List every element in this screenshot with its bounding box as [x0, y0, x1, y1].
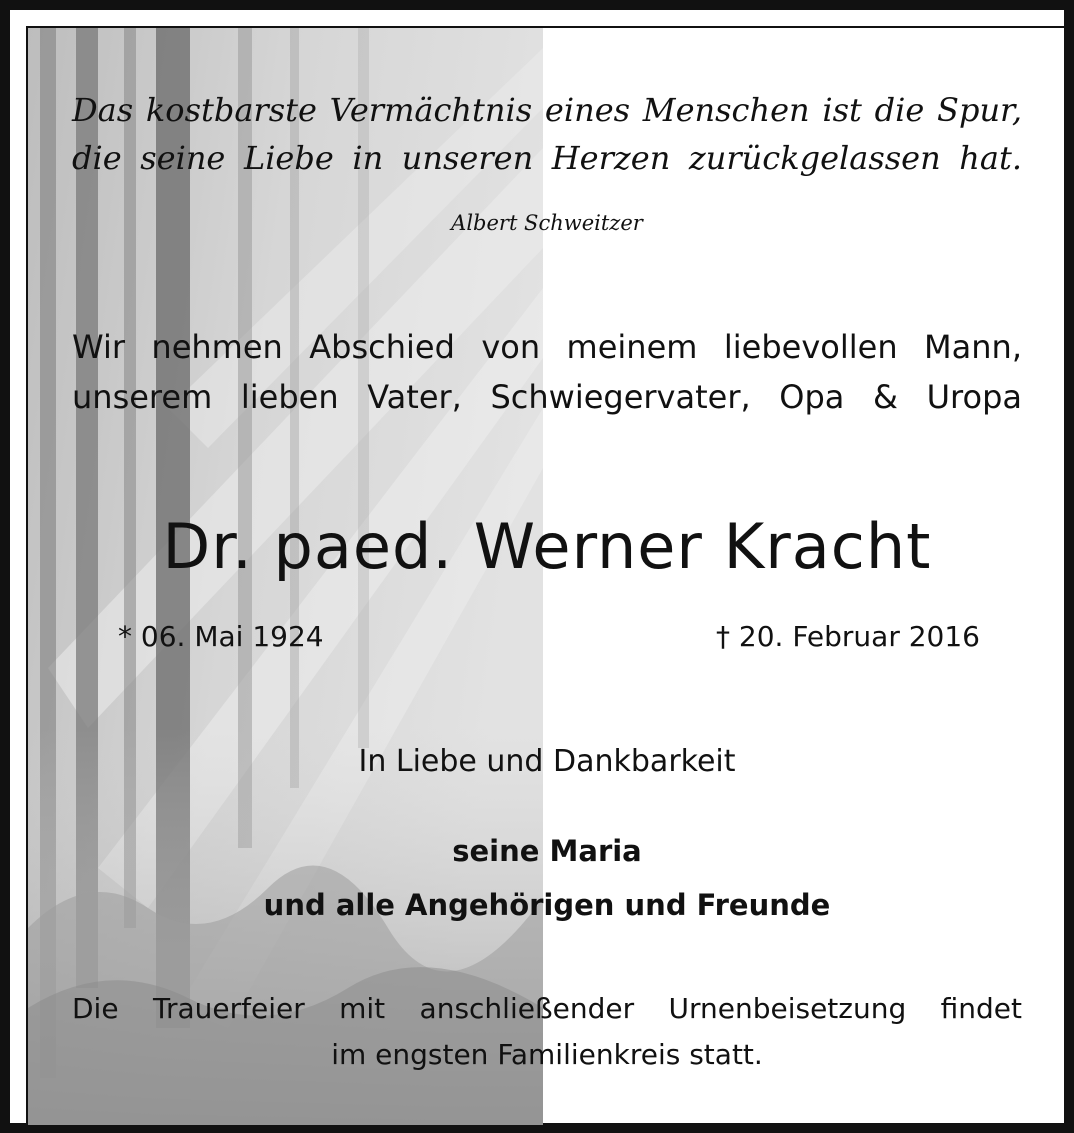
inner-border-frame	[26, 26, 1068, 1127]
quote-line-2: die seine Liebe in unseren Herzen zurückgelassen hat.	[72, 139, 1022, 177]
funeral-notice	[72, 986, 1022, 1078]
love-and-gratitude: In Liebe und Dankbarkeit	[358, 744, 736, 779]
intro-line-2: unserem lieben Vater, Schwiegervater, Opa & Uropa	[72, 378, 1022, 416]
signer-relatives: und alle Angehörigen und Freunde	[263, 888, 831, 922]
obituary-content	[28, 28, 1066, 1125]
farewell-intro	[72, 322, 1022, 422]
quote-line-1: Das kostbarste Vermächtnis eines Menschen ist die Spur,	[72, 91, 1022, 129]
ceremony-line-1: Die Trauerfeier mit anschließender Urnenbeisetzung findet	[72, 992, 1022, 1025]
signer-wife: seine Maria	[452, 834, 642, 868]
deceased-name: Dr. paed. Werner Kracht	[162, 510, 932, 583]
mourners-signature	[28, 824, 1066, 932]
quote-author: Albert Schweitzer	[451, 211, 643, 235]
ceremony-line-2: im engsten Familienkreis statt.	[331, 1038, 763, 1071]
birth-date: * 06. Mai 1924	[118, 620, 324, 653]
memorial-quote	[72, 86, 1022, 182]
death-date: † 20. Februar 2016	[716, 620, 980, 653]
intro-line-1: Wir nehmen Abschied von meinem liebevollen Mann,	[72, 328, 1022, 366]
